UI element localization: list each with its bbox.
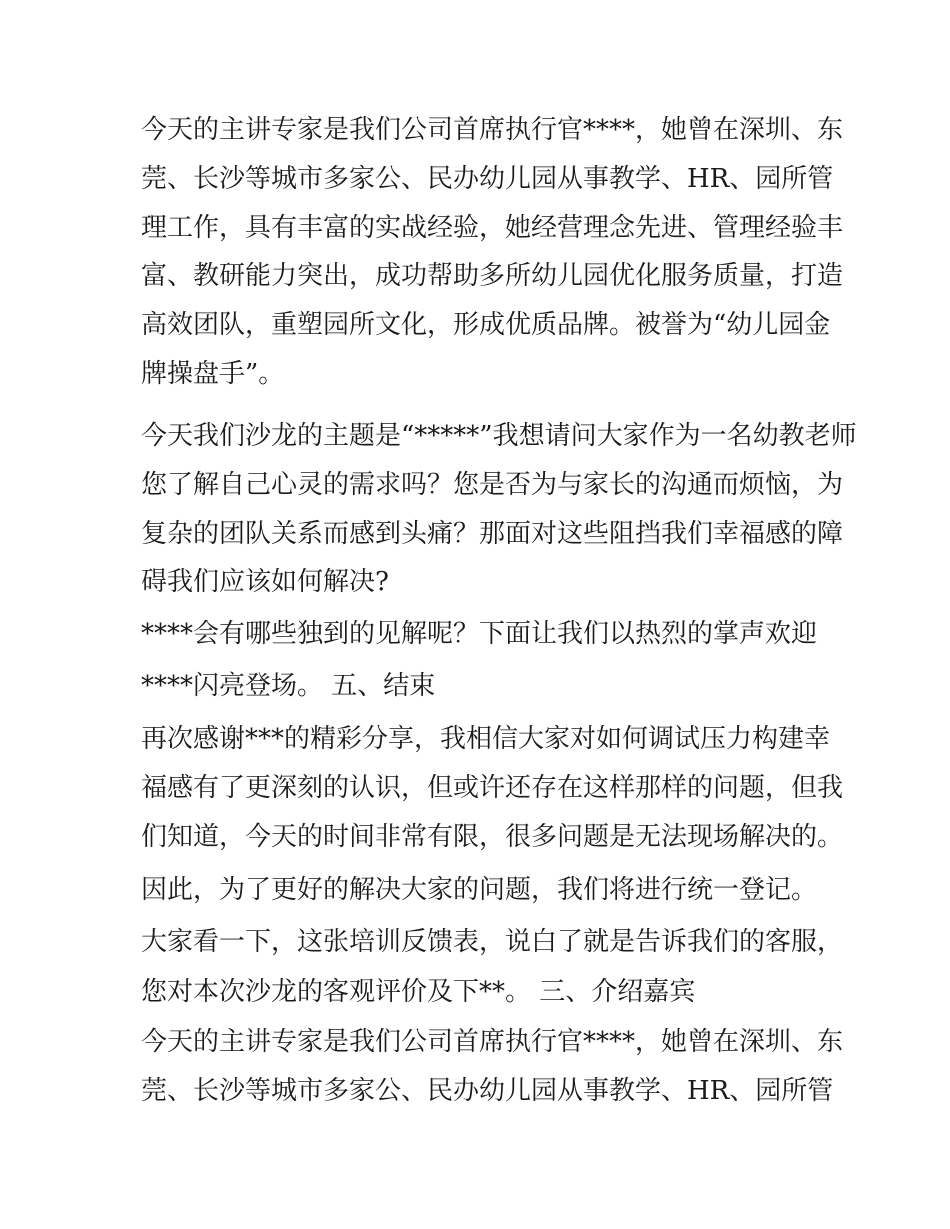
text-line: 莞、长沙等城市多家公、民办幼儿园从事教学、HR、园所管 (141, 1076, 834, 1106)
text-line: 福感有了更深刻的认识，但或许还存在这样那样的问题，但我 (141, 773, 844, 803)
text-line: ****会有哪些独到的见解呢？下面让我们以热烈的掌声欢迎 (141, 619, 818, 649)
text-line: 们知道，今天的时间非常有限，很多问题是无法现场解决的。 (141, 822, 844, 852)
text-line: 再次感谢***的精彩分享，我相信大家对如何调试压力构建幸 (141, 724, 831, 754)
text-line: ****闪亮登场。 五、结束 (141, 671, 436, 701)
text-line: 因此，为了更好的解决大家的问题，我们将进行统一登记。 (141, 875, 818, 905)
text-line: 今天我们沙龙的主题是“*****”我想请问大家作为一名幼教老师 (141, 421, 857, 451)
text-line: 莞、长沙等城市多家公、民办幼儿园从事教学、HR、园所管 (141, 164, 834, 194)
text-line: 富、教研能力突出，成功帮助多所幼儿园优化服务质量，打造 (141, 261, 844, 291)
text-line: 牌操盘手”。 (141, 359, 285, 389)
text-line: 复杂的团队关系而感到头痛？那面对这些阻挡我们幸福感的障 (141, 519, 844, 549)
text-line: 理工作，具有丰富的实战经验，她经营理念先进、管理经验丰 (141, 213, 844, 243)
text-line: 高效团队，重塑园所文化，形成优质品牌。被誉为“幼儿园金 (141, 310, 831, 340)
text-line: 今天的主讲专家是我们公司首席执行官****，她曾在深圳、东 (141, 1027, 844, 1057)
text-line: 您了解自己心灵的需求吗？您是否为与家长的沟通而烦恼，为 (141, 470, 844, 500)
text-line: 您对本次沙龙的客观评价及下**。 三、介绍嘉宾 (141, 977, 696, 1007)
text-line: 碍我们应该如何解决? (141, 567, 389, 597)
text-line: 大家看一下，这张培训反馈表，说白了就是告诉我们的客服， (141, 927, 844, 957)
text-line: 今天的主讲专家是我们公司首席执行官****，她曾在深圳、东 (141, 115, 844, 145)
